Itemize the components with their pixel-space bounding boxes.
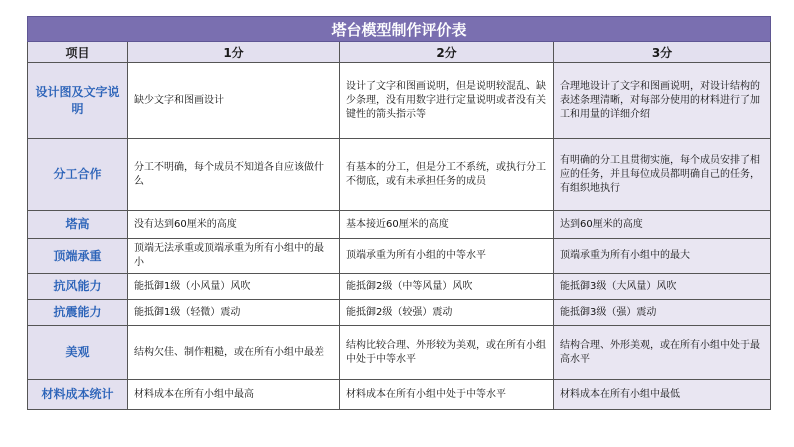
- cell-score-2: 基本接近60厘米的高度: [340, 211, 554, 239]
- header-score-2: 2分: [340, 42, 554, 63]
- cell-score-3: 顶端承重为所有小组中的最大: [554, 239, 771, 274]
- title-row: [28, 17, 771, 42]
- row-item: 分工合作: [28, 139, 128, 211]
- cell-score-3: 达到60厘米的高度: [554, 211, 771, 239]
- cell-score-1: 缺少文字和图画设计: [128, 63, 340, 139]
- cell-score-1: 顶端无法承重或顶端承重为所有小组中的最小: [128, 239, 340, 274]
- cell-score-1: 能抵御1级（轻微）震动: [128, 300, 340, 326]
- header-row: [28, 42, 771, 63]
- row-item: 抗震能力: [28, 300, 128, 326]
- table-row: [28, 300, 771, 326]
- row-item: 塔高: [28, 211, 128, 239]
- evaluation-table: [27, 16, 771, 410]
- cell-score-3: 结构合理、外形美观，或在所有小组中处于最高水平: [554, 326, 771, 380]
- table-row: [28, 239, 771, 274]
- cell-score-2: 有基本的分工，但是分工不系统，或执行分工不彻底，或有未承担任务的成员: [340, 139, 554, 211]
- cell-score-2: 顶端承重为所有小组的中等水平: [340, 239, 554, 274]
- table-row: [28, 211, 771, 239]
- cell-score-1: 分工不明确，每个成员不知道各自应该做什么: [128, 139, 340, 211]
- cell-score-1: 材料成本在所有小组中最高: [128, 380, 340, 410]
- table-title: 塔台模型制作评价表: [28, 17, 771, 42]
- row-item: 美观: [28, 326, 128, 380]
- table-row: [28, 139, 771, 211]
- table-row: [28, 63, 771, 139]
- cell-score-1: 能抵御1级（小风量）风吹: [128, 274, 340, 300]
- cell-score-1: 结构欠佳、制作粗糙，或在所有小组中最差: [128, 326, 340, 380]
- evaluation-table-container: [27, 16, 770, 410]
- row-item: 顶端承重: [28, 239, 128, 274]
- cell-score-3: 材料成本在所有小组中最低: [554, 380, 771, 410]
- cell-score-1: 没有达到60厘米的高度: [128, 211, 340, 239]
- table-row: [28, 274, 771, 300]
- row-item: 材料成本统计: [28, 380, 128, 410]
- table-row: [28, 380, 771, 410]
- cell-score-3: 合理地设计了文字和图画说明，对设计结构的表述条理清晰，对每部分使用的材料进行了加工和用量的详细介绍: [554, 63, 771, 139]
- row-item: 设计图及文字说明: [28, 63, 128, 139]
- cell-score-2: 设计了文字和图画说明，但是说明较混乱、缺少条理，没有用数字进行定量说明或者没有关键性的箭头指示等: [340, 63, 554, 139]
- cell-score-2: 能抵御2级（中等风量）风吹: [340, 274, 554, 300]
- cell-score-2: 材料成本在所有小组中处于中等水平: [340, 380, 554, 410]
- cell-score-3: 能抵御3级（大风量）风吹: [554, 274, 771, 300]
- header-score-1: 1分: [128, 42, 340, 63]
- row-item: 抗风能力: [28, 274, 128, 300]
- table-row: [28, 326, 771, 380]
- cell-score-2: 能抵御2级（较强）震动: [340, 300, 554, 326]
- cell-score-3: 有明确的分工且贯彻实施，每个成员安排了相应的任务，并且每位成员都明确自己的任务，有组织地执行: [554, 139, 771, 211]
- header-score-3: 3分: [554, 42, 771, 63]
- cell-score-3: 能抵御3级（强）震动: [554, 300, 771, 326]
- cell-score-2: 结构比较合理、外形较为美观，或在所有小组中处于中等水平: [340, 326, 554, 380]
- header-item: 项目: [28, 42, 128, 63]
